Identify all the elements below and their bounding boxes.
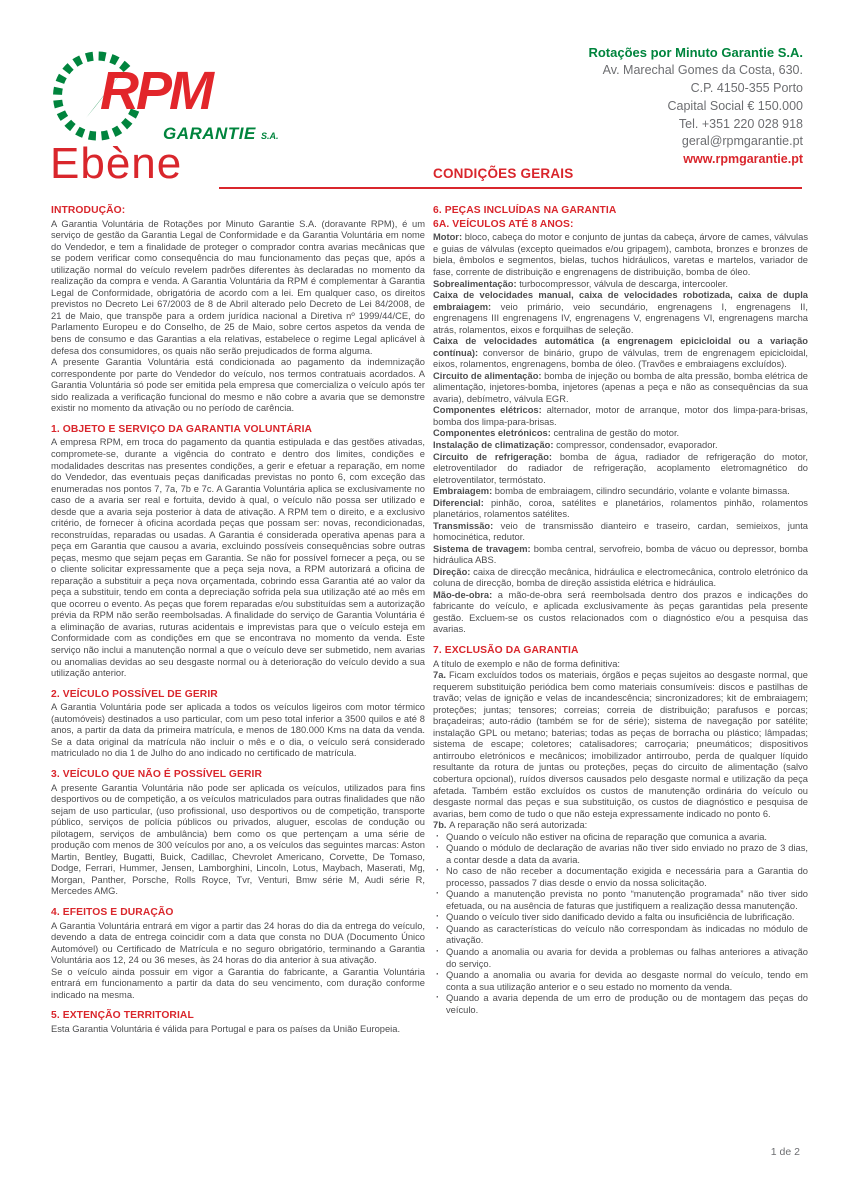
company-postal: C.P. 4150-355 Porto <box>690 81 803 96</box>
paragraph: Componentes elétricos: alternador, motor de arranque, motor dos limpa-para-brisas, bomba dos limpa-para-brisas. <box>433 405 808 427</box>
bullet-item: · Quando o módulo de declaração de avarias não tiver sido enviado no prazo de 3 dias, a contar desde a data da avaria. <box>433 843 808 866</box>
section-heading: 4. EFEITOS E DURAÇÃO <box>51 906 174 918</box>
section-heading: 5. EXTENÇÃO TERRITORIAL <box>51 1010 194 1022</box>
term-label: Caixa de velocidades manual, caixa de velocidades robotizada, caixa de dupla embraiagem: <box>433 290 808 312</box>
bullet-list <box>433 832 808 1017</box>
bullet-item: · No caso de não receber a documentação exigida e necessária para a Garantia do processo, passados 7 dias desde o envio da nossa solicitação. <box>433 866 808 889</box>
brand-name: Ebène <box>50 139 183 188</box>
paragraph: Circuito de alimentação: bomba de injeção ou bomba de alta pressão, bomba elétrica de alimentação, injetores-bomba, injetores (apenas a peça e não as consequências da sua avaria), debímetro, válvula EGR. <box>433 370 808 404</box>
company-website-link[interactable]: www.rpmgarantie.pt <box>683 152 803 167</box>
paragraph: Se o veículo ainda possuir em vigor a Garantia do fabricante, a Garantia Voluntária entrará em funcionamento a partir da data do seu vencimento, com duração conforme indicado na mesma. <box>51 966 425 1000</box>
term-label: Mão-de-obra: <box>433 589 498 600</box>
paragraph: Sistema de travagem: bomba central, servofreio, bomba de vácuo ou depressor, bomba hidráulica ABS. <box>433 543 808 566</box>
bullet-item: · Quando a avaria dependa de um erro de produção ou de montagem das peças do veículo. <box>433 993 808 1016</box>
paragraph: A presente Garantia Voluntária está condicionada ao pagamento da indemnização correspondente por parte do Vendedor do veículo, nos termos contratuais acordados. A Garantia Voluntária só pode ser emitida pela empresa que comercializa o veículo após ter sido realizada a verificação funcional do mesmo e não cobre a avaria que se demonstre existir no momento da ativação ou no período de carência. <box>51 357 425 414</box>
section-heading: 3. VEÍCULO QUE NÃO É POSSÍVEL GERIR <box>51 768 263 780</box>
term-label: Diferencial: <box>433 497 491 508</box>
term-label: Caixa de velocidades automática (a engrenagem epicicloidal ou a variação contínua): <box>433 336 808 358</box>
rpm-logo <box>48 38 348 150</box>
term-label: Transmissão: <box>433 520 501 531</box>
bullet-item: · Quando a manutenção prevista no ponto “manutenção programada” não tiver sido efetuada, ou na ausência de faturas que justifiquem a realização dessa manutenção. <box>433 889 808 912</box>
paragraph: Circuito de refrigeração: bomba de água, radiador de refrigeração do motor, eletroventilador do radiador de refrigeração, acoplamento eletromagnético do eletroventilator, termóstato. <box>433 451 808 485</box>
paragraph: Esta Garantia Voluntária é válida para Portugal e para os países da União Europeia. <box>51 1024 401 1035</box>
paragraph: A título de exemplo e não de forma definitiva: <box>433 658 620 669</box>
bullet-item: · Quando a anomalia ou avaria for devida ao desgaste normal do veículo, tendo em conta a sua utilização anterior e o seu estado no momento da venda. <box>433 970 808 993</box>
document-section <box>51 205 425 415</box>
term-label: Embraiagem: <box>433 486 495 497</box>
document-section <box>51 689 425 760</box>
bullet-item: · Quando o veículo não estiver na oficina de reparação que comunica a avaria. <box>433 832 808 844</box>
section-subheading: 6A. VEÍCULOS ATÉ 8 ANOS: <box>433 218 574 230</box>
term-label: 7b. <box>433 820 450 831</box>
company-info-block <box>588 44 803 169</box>
section-heading: 7. EXCLUSÃO DA GARANTIA <box>433 645 579 656</box>
document-section <box>51 424 425 680</box>
document-section <box>51 907 425 1001</box>
paragraph: Mão-de-obra: a mão-de-obra será reembolsada dentro dos prazos e indicações do fabricante do veículo, e aplicada exclusivamente às peças garantidas pela presente gestão. Excluem-se os custos relacionados com o diagnóstico e/ou a pesquisa das avarias. <box>433 589 808 635</box>
paragraph: Diferencial: pinhão, coroa, satélites e planetários, rolamentos pinhão, rolamentos planetários, rolamentos satélites. <box>433 497 808 520</box>
company-capital: Capital Social € 150.000 <box>667 98 803 113</box>
term-label: Motor: <box>433 232 465 243</box>
company-name: Rotações por Minuto Garantie S.A. <box>588 45 803 60</box>
document-section <box>433 645 808 1016</box>
left-column <box>51 205 425 1045</box>
paragraph: Componentes eletrónicos: centralina de gestão do motor. <box>433 428 680 439</box>
paragraph: 7a. Ficam excluídos todos os materiais, órgãos e peças sujeitos ao desgaste normal, que requerem substituição periódica bem como materiais consumíveis: discos e pastilhas de travão; velas de ignição e velas de incandescência; sincronizadores; kit de embraiagem; proteções; juntas; tensores; correias; correia de distribuição; parafusos e porcas; braçadeiras; auto-rádio (também se for de série); sistema de navegação por satélite; instalação GPL ou metano; baterias; todas as peças de borracha ou plástico; lâmpadas; sistema de escape; coletores; catalisadores; carroçaria; pneumáticos; dispositivos antirroubo eletrónicos e mecânicos; imobilizador antirroubo, perda de qualquer líquido resultante da rotura de juntas ou proteções, peças do circuito de alimentação (salvo cobertura opcional), ruídos diversos causados pelo desgaste normal e utilização da peça afetada. Também estão excluídos os custos de manutenção ordinária do veículo ou desgaste normal das peças e sua substituição, os custos de diagnóstico e pesquisa de avarias, bem como de tudo o que não esteja expressamente indicado no ponto 6. <box>433 670 808 819</box>
paragraph: Caixa de velocidades automática (a engrenagem epicicloidal ou a variação contínua): conversor de binário, grupo de válvulas, trem de engrenagem epicicloidal, eixos, rolamentos, engrenagens, bomba de óleo. (Travões e embraiagens excluídos). <box>433 336 809 370</box>
header-divider <box>219 187 802 189</box>
term-label: 7a. <box>433 670 449 681</box>
section-heading: INTRODUÇÃO: <box>51 205 126 216</box>
section-heading: 2. VEÍCULO POSSÍVEL DE GERIR <box>51 688 218 700</box>
bullet-item: · Quando o veículo tiver sido danificado devido a falta ou insuficiência de lubrificação. <box>433 912 808 924</box>
section-heading: 6. PEÇAS INCLUÍDAS NA GARANTIA <box>433 205 617 216</box>
term-label: Circuito de alimentação: <box>433 370 545 381</box>
paragraph: Caixa de velocidades manual, caixa de velocidades robotizada, caixa de dupla embraiagem: veio primário, veio secundário, engrenagens I, engrenagens II, engrenagens III engrenagens IV, engrenagens V, engrenagens VI, engrenagens marcha atrás, rolamentos, eixos e forquilhas de seleção. <box>433 290 808 335</box>
term-label: Sobrealimentação: <box>433 278 520 289</box>
term-label: Instalação de climatização: <box>433 439 557 450</box>
term-label: Direção: <box>433 566 474 577</box>
logo-garantie-word: GARANTIE <box>163 124 256 143</box>
paragraph: Embraiagem: bomba de embraiagem, cilindro secundário, volante e volante bimassa. <box>433 486 790 497</box>
bullet-item: · Quando as características do veículo não correspondam às indicadas no módulo de ativação. <box>433 924 808 947</box>
logo-rpm-text: RPM <box>100 61 211 121</box>
section-heading: 1. OBJETO E SERVIÇO DA GARANTIA VOLUNTÁRIA <box>51 423 313 435</box>
page-number: 1 de 2 <box>770 1146 800 1158</box>
paragraph: A Garantia Voluntária de Rotações por Minuto Garantie S.A. (doravante RPM), é um serviço de gestão da Garantia Legal de Conformidade e da Garantia Voluntária em nome do Vendedor, e tem a finalidade de proteger o comprador contra avarias mecânicas que se podem verificar como consequência do mau funcionamento das peças que, após a utilização normal do veículo revelem padrões diferentes às declaradas no momento da realização da compra e venda. A Garantia Voluntária da RPM é complementar à Garantia Legal de Conformidade, obrigatória de acordo com a lei. Em qualquer caso, os direitos previstos no Decreto Lei 67/2003 de 8 de Abril alterado pelo Decreto de Lei 84/2008, de 21 de Maio, que transpõe para a ordem jurídica nacional a Diretiva nº 1999/44/CE, do Parlamento Europeu e do Conselho, de 25 de Maio, sobre certos aspetos da venda de bens de consumo e das Garantias a ela relativas, estabelece o regime Legal aplicável à defesa dos consumidores, os quais não serão prejudicados de forma alguma. <box>51 218 425 356</box>
term-label: Sistema de travagem: <box>433 543 534 554</box>
term-label: Circuito de refrigeração: <box>433 451 560 462</box>
document-section <box>51 1010 425 1035</box>
paragraph: A Garantia Voluntária entrará em vigor a partir das 24 horas do dia da entrega do veículo, devendo a data de entrega coincidir com a data que consta no DUA (Documento Único Automóvel) ou Certificado de Matrícula e no seguro obrigatório, terminando a Garantia Voluntária aos 12, 24 ou 36 meses, às 24 horas do dia anterior à sua ativação. <box>51 920 425 966</box>
company-email[interactable]: geral@rpmgarantie.pt <box>681 134 803 149</box>
paragraph: 7b. A reparação não será autorizada: <box>433 820 588 831</box>
paragraph: A Garantia Voluntária pode ser aplicada a todos os veículos ligeiros com motor térmico (automóveis) destinados a uso particular, com um peso total inferior a 3500 quilos e até 8 anos, a partir da data da primeira matrícula, e menos de 180.000 Kms na data da venda. Se a data original da matrícula não incluir o mês e o dia, o veículo será considerado matriculado no dia 1 de Julho do ano indicado no certificado de matrícula. <box>51 702 425 759</box>
right-column <box>433 205 808 1025</box>
paragraph: A empresa RPM, em troca do pagamento da quantia estipulada e das gestões ativadas, compromete-se, durante a vigência do contrato e dentro dos limites, condições e modalidades descritas nas presentes condições, a gerir e efetuar a reparação, em nome do Vendedor, das eventuais peças danificadas previstas no ponto 6, com exceção das enumeradas nos pontos 7, 7a, 7b e 7c. A Garantia Voluntária aplica se exclusivamente no caso de a avaria ser real e fortuita, devido à qual, o veículo não possa ser utilizado e desde que a avaria seja posterior à data de ativação. A RPM tem o direito, e a exclusivo critério, de fornecer à oficina acordada peças que possam ser: novas, recondicionadas, reconstruídas, reparadas ou usadas. A Garantia é considerada operativa apenas para a peça em Garantia que causou a avaria, excluindo possíveis consequências sobre outras peças, mesmo que sejam peças em Garantia. Se não for possível fornecer a peça, ou se o cliente solicitar expressamente que a peça seja nova, a RPM autorizará a oficina de reparação a substituir a peça nova orçamentada, cobrindo essa Garantia até ao valor da peça a substituir, tendo em conta a depreciação sofrida pela sua utilização até ao mês em que ocorreu o evento. As peças que forem reparadas e/ou substituídas sem a autorização prévia da RPM não serão reembolsadas. A finalidade do serviço de Garantia Voluntária é a eliminação de avarias, ruturas acidentais e imprevistas para que o veículo esteja em Conformidade com as condições em que se encontrava no momento da venda. Este serviço não inclui a manutenção normal a que o veículo deve ser submetido, nem avarias ou anomalias devidas ao seu desgaste normal ou à deterioração do veículo devido a sua utilização anterior. <box>51 437 425 679</box>
logo-sa-text: S.A. <box>261 131 279 141</box>
company-address: Av. Marechal Gomes da Costa, 630. <box>602 63 803 78</box>
paragraph: Sobrealimentação: turbocompressor, válvula de descarga, intercooler. <box>433 278 728 289</box>
paragraph: Instalação de climatização: compressor, condensador, evaporador. <box>433 439 718 450</box>
term-label: Componentes eletrónicos: <box>433 428 554 439</box>
paragraph: A presente Garantia Voluntária não pode ser aplicada os veículos, utilizados para fins desportivos ou de competição, a os veículos matriculados para outras finalidades que não sejam de uso particular, (uso profissional, uso desportivos ou de competição, transporte público, serviços de polícia públicos ou privados, aluguer, escolas de condução ou pilotagem, serviços de ambulância) bem como os que pertençam a uma série de produção com menos de 300 veículos por ano, a os veículos das seguintes marcas: Aston Martin, Bentley, Bugatti, Buick, Cadillac, Chevrolet Americano, Corvette, De Tomaso, Dodge, Ferrari, Hummer, Jensen, Lamborghini, Lincoln, Lotus, Maybach, Maserati, Mg, Morgan, Panther, Porsche, Rolls Royce, Tvr, Venturi, Bmw série M, Audi série R, Mercedes AMG. <box>51 782 425 897</box>
document-title: CONDIÇÕES GERAIS <box>433 166 574 181</box>
paragraph: Transmissão: veio de transmissão dianteiro e traseiro, cardan, semieixos, junta homocinética, redutor. <box>433 520 808 543</box>
bullet-item: · Quando a anomalia ou avaria for devida a problemas ou falhas anteriores a ativação do serviço. <box>433 947 808 970</box>
paragraph: Direção: caixa de direcção mecânica, hidráulica e electromecânica, controlo eletrónico da coluna de direcção, bomba de direção assistida elétrica e hidráulica. <box>433 566 808 589</box>
paragraph: Motor: bloco, cabeça do motor e conjunto de juntas da cabeça, árvore de cames, válvulas e guias de válvulas (excepto queimados e/ou gripagem), cambota, bronzes e bronzes de biela, êmbolos e segmentos, bielas, tuchos hidráulicos, varetas e martelos, variador de fase, corrente de distribuição e engrenagens de distribuição, bomba de óleo. <box>433 232 809 277</box>
document-section <box>433 205 808 636</box>
document-section <box>51 769 425 898</box>
company-phone: Tel. +351 220 028 918 <box>678 116 803 131</box>
term-label: Componentes elétricos: <box>433 405 547 416</box>
